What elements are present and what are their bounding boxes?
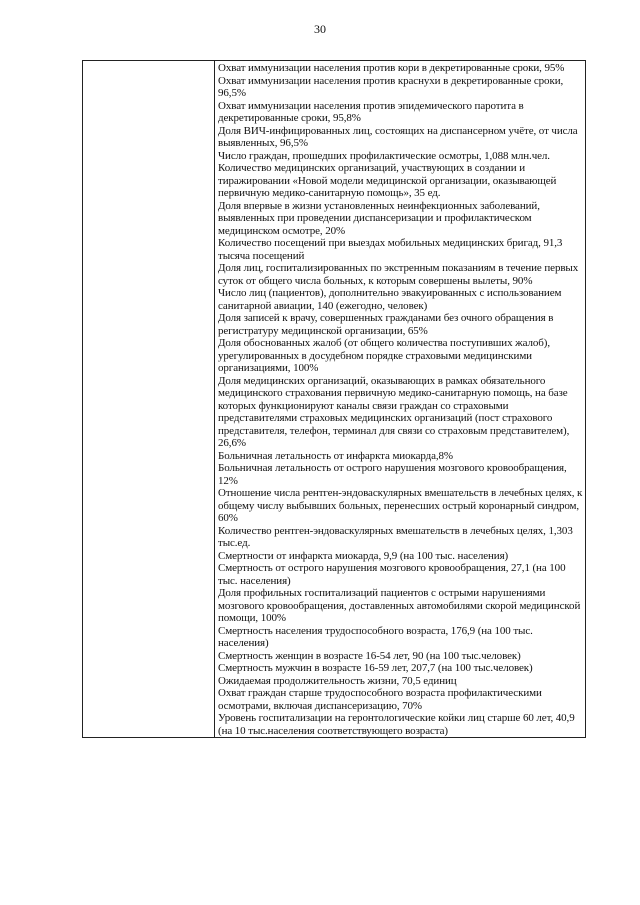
indicator-item: Отношение числа рентген-эндоваскулярных вмешательств в лечебных целях, к общему числу выбывших больных, перенесших острый коронарный синдром, 60%	[218, 487, 583, 524]
indicator-item: Смертность населения трудоспособного возраста, 176,9 (на 100 тыс. населения)	[218, 624, 533, 649]
indicator-item: Количество посещений при выездах мобильных медицинских бригад, 91,3 тысяча посещений	[218, 237, 563, 262]
indicator-item: Ожидаемая продолжительность жизни, 70,5 единиц	[218, 674, 457, 687]
indicator-item: Больничная летальность от инфаркта миокарда,8%	[218, 449, 453, 462]
indicator-item: Смертность от острого нарушения мозгового кровообращения, 27,1 (на 100 тыс. населения)	[218, 562, 566, 587]
indicator-item: Охват граждан старше трудоспособного возраста профилактическими осмотрами, включая диспансеризацию, 70%	[218, 687, 542, 712]
left-cell	[83, 61, 215, 738]
indicator-item: Доля ВИЧ-инфицированных лиц, состоящих на диспансерном учёте, от числа выявленных, 96,5%	[218, 124, 578, 149]
indicator-item: Доля впервые в жизни установленных неинфекционных заболеваний, выявленных при проведении диспансеризации и профилактическом медицинском осмотре, 20%	[218, 199, 540, 237]
indicator-item: Доля профильных госпитализаций пациентов с острыми нарушениями мозгового кровообращения, доставленных автомобилями скорой медицинской помощи, 100%	[218, 587, 581, 624]
indicator-item: Уровень госпитализации на геронтологические койки лиц старше 60 лет, 40,9 (на 10 тыс.населения соответствующего возраста)	[218, 712, 575, 737]
indicator-item: Количество медицинских организаций, участвующих в создании и тиражировании «Новой модели медицинской организации, оказывающей первичную медико-санитарную помощь», 35 ед.	[218, 162, 557, 199]
indicator-item: Число граждан, прошедших профилактические осмотры, 1,088 млн.чел.	[218, 149, 550, 162]
indicator-item: Смертность мужчин в возрасте 16-59 лет, 207,7 (на 100 тыс.человек)	[218, 662, 533, 674]
indicator-item: Доля обоснованных жалоб (от общего количества поступивших жалоб), урегулированных в досудебном порядке страховыми медицинскими организациями, 100%	[218, 337, 551, 374]
indicator-list	[215, 61, 585, 737]
indicator-item: Охват иммунизации населения против кори в декретированные сроки, 95%	[218, 62, 565, 74]
indicator-item: Доля записей к врачу, совершенных гражданами без очного обращения в регистратуру медицинской организации, 65%	[218, 312, 554, 337]
indicators-table	[82, 60, 586, 738]
indicator-item: Число лиц (пациентов), дополнительно эвакуированных с использованием санитарной авиации, 140 (ежегодно, человек)	[218, 287, 562, 312]
indicator-item: Доля лиц, госпитализированных по экстренным показаниям в течение первых суток от общего числа больных, к которым совершены вылеты, 90%	[218, 262, 579, 287]
indicator-item: Охват иммунизации населения против краснухи в декретированные сроки, 96,5%	[218, 74, 564, 99]
indicators-cell	[215, 61, 586, 738]
indicator-item: Больничная летальность от острого нарушения мозгового кровообращения, 12%	[218, 462, 567, 487]
indicator-item: Охват иммунизации населения против эпидемического паротита в декретированные сроки, 95,8%	[218, 99, 524, 124]
indicator-item: Доля медицинских организаций, оказывающих в рамках обязательного медицинского страхования первичную медико-санитарную помощь, на базе которых функционируют каналы связи граждан со страховыми представителями страховых медицинских организаций (пост страхового представителя, телефон, терминал для связи со страховым представителем), 26,6%	[218, 374, 570, 449]
indicator-item: Смертности от инфаркта миокарда, 9,9 (на 100 тыс. населения)	[218, 549, 509, 562]
indicator-item: Смертность женщин в возрасте 16-54 лет, 90 (на 100 тыс.человек)	[218, 649, 521, 662]
indicator-item: Количество рентген-эндоваскулярных вмешательств в лечебных целях, 1,303 тыс.ед.	[218, 524, 573, 549]
table-row	[83, 61, 586, 738]
page-number: 30	[314, 22, 326, 36]
